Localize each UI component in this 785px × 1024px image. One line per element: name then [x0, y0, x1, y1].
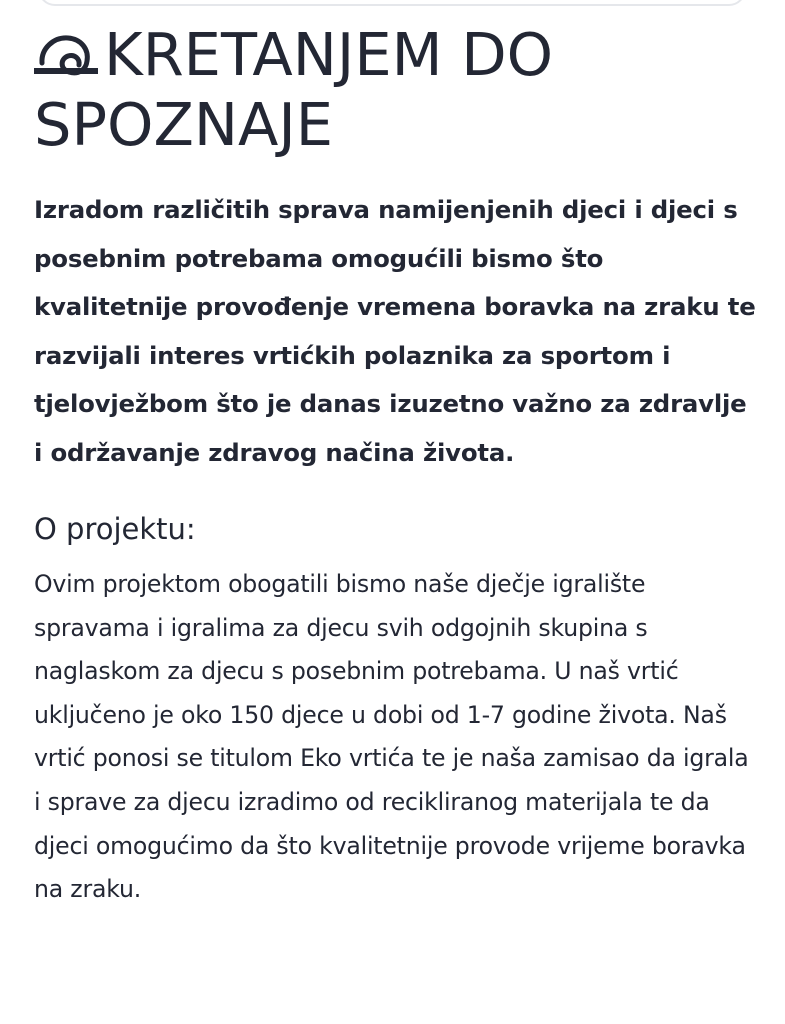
page-title [34, 20, 756, 160]
intro-paragraph: Izradom različitih sprava namijenjenih djeci i djeci s posebnim potrebama omogućili bismo što kvalitetnije provođenje vremena boravka na zraku te razvijali interes vrtićkih polaznika za sportom i tjelovježbom što je danas izuzetno važno za zdravlje i održavanje zdravog načina života. [34, 195, 756, 467]
loop-wave-logo-icon [34, 28, 98, 80]
project-section-title: O projektu: [34, 512, 196, 546]
project-description: Ovim projektom obogatili bismo naše dječje igralište spravama i igralima za djecu svih odgojnih skupina s naglaskom za djecu s posebnim potrebama. U naš vrtić uključeno je oko 150 djece u dobi od 1-7 godine života. Naš vrtić ponosi se titulom Eko vrtića te je naša zamisao da igrala i sprave za djecu izradimo od recikliranog materijala te da djeci omogućimo da što kvalitetnije provode vrijeme boravka na zraku. [34, 570, 749, 904]
search-bar[interactable] [38, 0, 746, 6]
main-content [34, 20, 756, 912]
page-title-text: KRETANJEM DO SPOZNAJE [34, 20, 554, 159]
top-bar-container [0, 0, 785, 20]
